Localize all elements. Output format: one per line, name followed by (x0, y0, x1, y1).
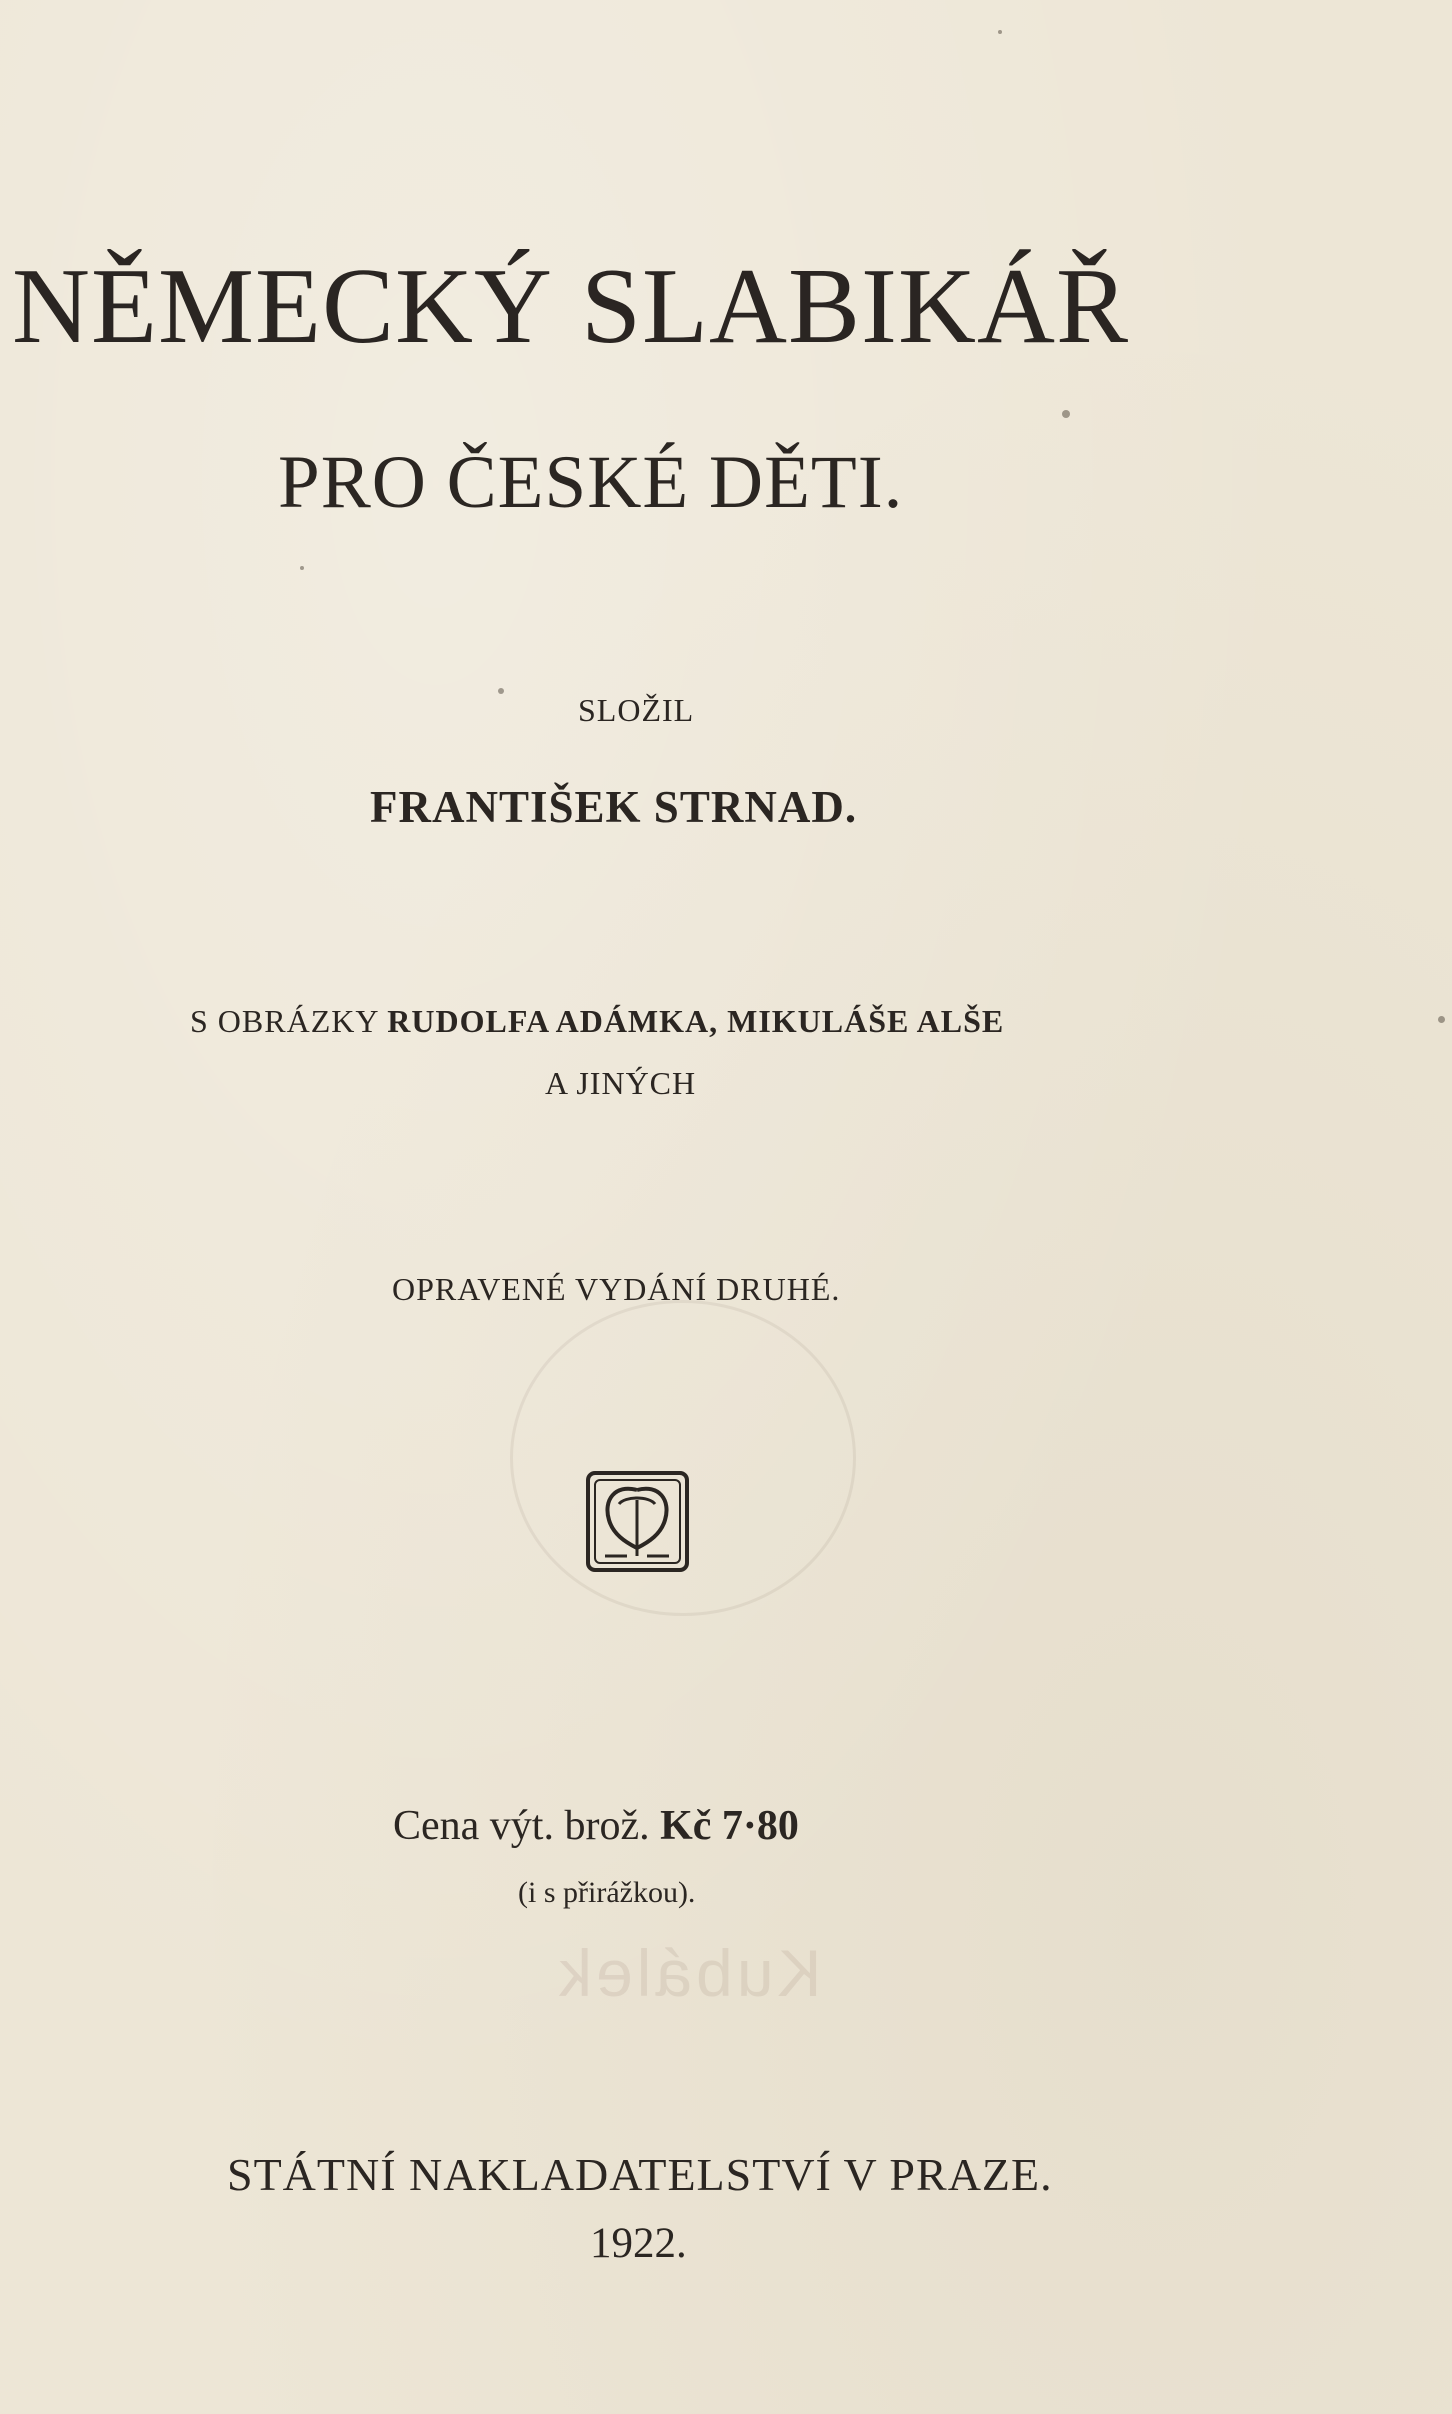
book-subtitle: PRO ČESKÉ DĚTI. (278, 441, 904, 524)
price-line (393, 1805, 799, 1847)
bleed-through-signature: Kubálek (555, 1936, 822, 2010)
paper-speck (998, 30, 1002, 34)
price-label: Cena výt. brož. (393, 1803, 650, 1849)
publisher-name: STÁTNÍ NAKLADATELSTVÍ V PRAZE. (227, 2149, 1053, 2200)
illustrators-line (190, 1005, 1004, 1037)
paper-speck (300, 566, 304, 570)
author-name: FRANTIŠEK STRNAD. (370, 782, 858, 832)
illustrators-prefix: S OBRÁZKY (190, 1003, 379, 1039)
edition-note: OPRAVENÉ VYDÁNÍ DRUHÉ. (392, 1271, 841, 1307)
paper-speck (1062, 410, 1070, 418)
illustrators-names: RUDOLFA ADÁMKA, MIKULÁŠE ALŠE (387, 1003, 1005, 1039)
publisher-logo-icon (585, 1470, 690, 1573)
book-title: NĚMECKÝ SLABIKÁŘ (12, 247, 1130, 366)
paper-speck (1438, 1016, 1445, 1023)
paper-speck (498, 688, 504, 694)
price-amount: Kč 7·80 (660, 1803, 799, 1849)
publication-year: 1922. (590, 2220, 687, 2267)
composed-by-label: SLOŽIL (578, 692, 695, 728)
illustrators-suffix: A JINÝCH (545, 1065, 697, 1101)
price-note: (i s přirážkou). (518, 1876, 696, 1909)
